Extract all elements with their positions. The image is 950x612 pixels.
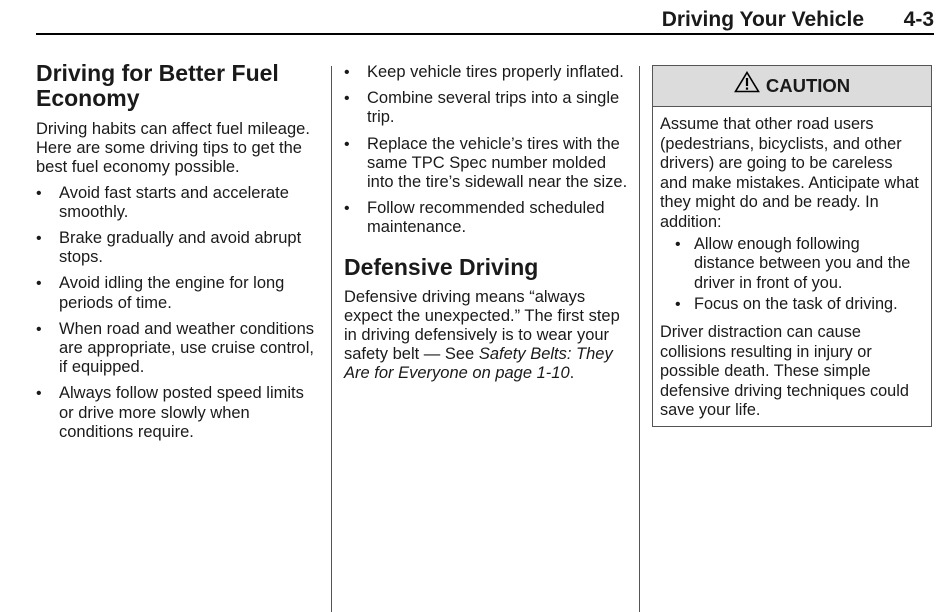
list-item-text: Avoid idling the engine for long periods of time. bbox=[59, 274, 285, 312]
list-item-text: Always follow posted speed limits or drive more slowly when conditions require. bbox=[59, 384, 304, 441]
bullet-icon: • bbox=[36, 230, 42, 248]
list-item bbox=[36, 184, 321, 222]
list-item-text: Follow recommended scheduled maintenance. bbox=[367, 199, 605, 237]
bullet-icon: • bbox=[344, 135, 350, 153]
list-item bbox=[36, 274, 321, 312]
list-item-text: When road and weather conditions are appropriate, use cruise control, if equipped. bbox=[59, 319, 314, 377]
list-item bbox=[344, 135, 629, 193]
list-item-text: Allow enough following distance between you and the driver in front of you. bbox=[694, 234, 911, 292]
fuel-economy-list-continued bbox=[344, 63, 629, 238]
bullet-icon: • bbox=[344, 90, 350, 108]
section-title: Driving Your Vehicle bbox=[661, 8, 864, 31]
bullet-icon: • bbox=[675, 296, 681, 314]
list-item-text: Brake gradually and avoid abrupt stops. bbox=[59, 229, 302, 267]
caution-intro: Assume that other road users (pedestrians, bicyclists, and other drivers) are going to be careless and make mistakes. Anticipate what they might do and be ready. In addition: bbox=[660, 115, 919, 231]
list-item bbox=[660, 295, 924, 315]
page-header bbox=[36, 6, 934, 35]
list-item bbox=[344, 199, 629, 237]
list-item-text: Focus on the task of driving. bbox=[694, 295, 898, 314]
list-item bbox=[36, 384, 321, 442]
list-item-text: Combine several trips into a single trip. bbox=[367, 89, 620, 127]
bullet-icon: • bbox=[36, 275, 42, 293]
defensive-driving-paragraph bbox=[344, 288, 629, 384]
caution-body bbox=[653, 107, 931, 421]
bullet-icon: • bbox=[36, 320, 42, 338]
list-item bbox=[344, 63, 629, 82]
list-item-text: Avoid fast starts and accelerate smoothly. bbox=[59, 183, 289, 221]
list-item bbox=[36, 229, 321, 267]
caution-closing: Driver distraction can cause collisions resulting in injury or possible death. These simple defensive driving techniques could save your life. bbox=[660, 322, 909, 420]
fuel-economy-heading: Driving for Better Fuel Economy bbox=[36, 60, 279, 111]
list-item bbox=[660, 235, 924, 294]
caution-list bbox=[660, 235, 924, 315]
page-number: 4-3 bbox=[903, 8, 934, 31]
caution-box bbox=[652, 65, 932, 427]
warning-triangle-icon bbox=[734, 71, 760, 93]
caution-title: CAUTION bbox=[765, 75, 851, 96]
column-fuel-economy bbox=[36, 61, 321, 442]
list-item-text: Replace the vehicle’s tires with the same TPC Spec number molded into the tire’s sidewall near the size. bbox=[367, 134, 628, 192]
bullet-icon: • bbox=[36, 385, 42, 403]
list-item-text: Keep vehicle tires properly inflated. bbox=[367, 63, 624, 81]
paragraph-end: . bbox=[569, 364, 575, 383]
list-item bbox=[36, 320, 321, 378]
column-divider-right bbox=[639, 66, 640, 612]
bullet-icon: • bbox=[344, 200, 350, 218]
cross-reference-link[interactable]: Safety Belts: They Are for Everyone on page 1-10 bbox=[344, 345, 613, 383]
list-item bbox=[344, 89, 629, 127]
bullet-icon: • bbox=[36, 184, 42, 202]
paragraph-text: Defensive driving means “always expect the unexpected.” The first step in driving defensively is to wear your safety belt — See bbox=[344, 287, 620, 364]
fuel-economy-intro: Driving habits can affect fuel mileage. Here are some driving tips to get the best fuel economy possible. bbox=[36, 120, 310, 177]
column-defensive-driving bbox=[344, 63, 629, 384]
defensive-driving-heading: Defensive Driving bbox=[344, 253, 539, 280]
bullet-icon: • bbox=[675, 235, 681, 253]
bullet-icon: • bbox=[344, 64, 350, 81]
caution-header bbox=[653, 66, 931, 107]
column-divider-left bbox=[331, 66, 332, 612]
fuel-economy-list bbox=[36, 184, 321, 442]
